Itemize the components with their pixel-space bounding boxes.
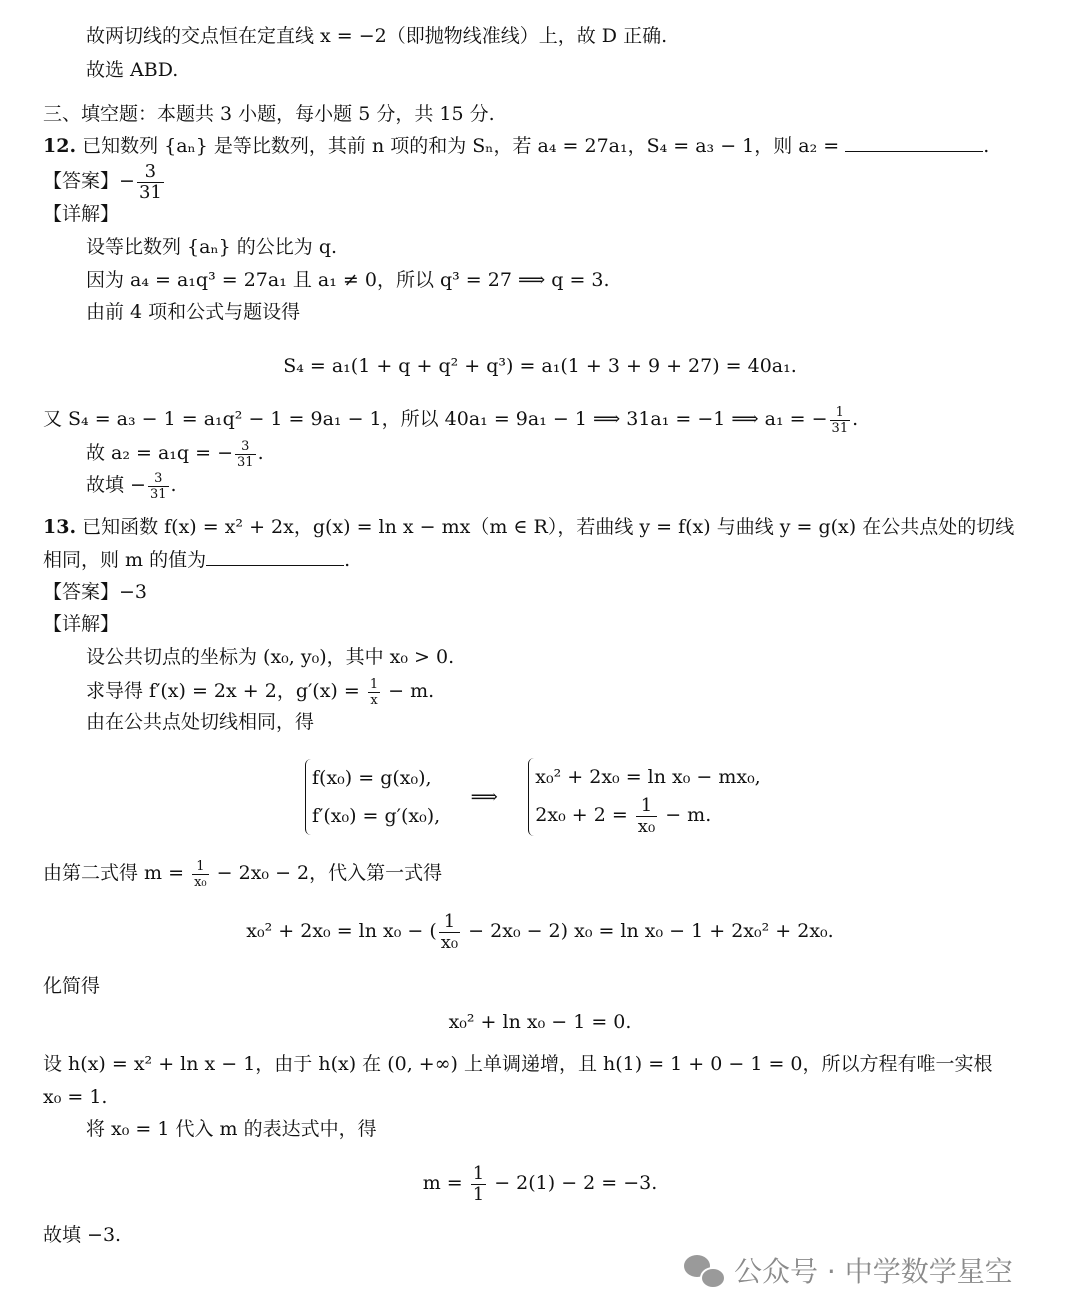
denominator: 31 (831, 420, 849, 436)
answer-fraction (137, 160, 164, 203)
system-row (535, 796, 760, 836)
question-number: 12. (43, 135, 77, 157)
text-run: − m. (659, 804, 712, 827)
fraction (636, 794, 657, 837)
text-line: 化简得 (43, 975, 101, 997)
answer-line (43, 162, 166, 202)
text-line: 设等比数列 {aₙ} 的公比为 q. (86, 236, 338, 258)
text-run: 求导得 f′(x) = 2x + 2，g′(x) = (86, 680, 366, 702)
denominator: 1 (472, 1183, 485, 1205)
display-equation (0, 1158, 1080, 1208)
numerator: 3 (137, 163, 164, 183)
question-number: 13. (43, 516, 77, 538)
system-right (528, 758, 760, 836)
fraction (439, 910, 460, 953)
display-equation: x₀² + ln x₀ − 1 = 0. (448, 1011, 632, 1033)
denominator: x₀ (440, 931, 459, 953)
text-line: 因为 a₄ = a₁q³ = 27a₁ 且 a₁ ≠ 0，所以 q³ = 27 ⟹ q = 3. (86, 269, 610, 291)
answer-blank (206, 547, 344, 566)
question-text: 已知函数 f(x) = x² + 2x，g(x) = ln x − mx（m ∈ R），若曲线 y = f(x) 与曲线 y = g(x) 在公共点处的切线 (76, 516, 1015, 538)
text-run: 又 S₄ = a₃ − 1 = a₁q² − 1 = 9a₁ − 1，所以 40a₁ = 9a₁ − 1 ⟹ 31a₁ = −1 ⟹ a₁ = − (43, 408, 828, 430)
inline-fraction (368, 678, 380, 707)
denominator: 31 (138, 181, 162, 203)
section-heading: 三、填空题：本题共 3 小题，每小题 5 分，共 15 分. (43, 103, 495, 125)
detail-label: 【详解】 (43, 613, 120, 635)
text-line: 设公共切点的坐标为 (x₀, y₀)，其中 x₀ > 0. (86, 646, 455, 668)
system-row: f′(x₀) = g′(x₀), (312, 805, 441, 827)
answer-line (43, 578, 147, 606)
denominator: x₀ (194, 874, 207, 890)
wechat-icon (684, 1253, 724, 1287)
numerator: 3 (235, 440, 256, 455)
denominator: 31 (149, 486, 167, 502)
inline-fraction (192, 860, 209, 889)
text-line: 故填 − $\frac{3}{31}$ . (86, 470, 177, 502)
inline-fraction (148, 472, 169, 501)
text-line: 由在公共点处切线相同，得 (86, 711, 315, 733)
text-line: 故两切线的交点恒在定直线 x = −2（即抛物线准线）上，故 D 正确. (86, 25, 668, 47)
text-line: 将 x₀ = 1 代入 m 的表达式中，得 (86, 1118, 377, 1140)
denominator: x (370, 692, 378, 708)
text-line: 又 S₄ = a₃ − 1 = a₁q² − 1 = 9a₁ − 1，所以 40a₁ = 9a₁ − 1 ⟹ 31a₁ = −1 ⟹ a₁ = − $\frac{1}{31}$ . (43, 404, 859, 436)
fraction (471, 1162, 486, 1205)
text-line: x₀ = 1. (43, 1086, 108, 1108)
text-line: 由前 4 项和公式与题设得 (86, 301, 301, 323)
text-run: 由第二式得 m = (43, 862, 191, 884)
text-run: − 2(1) − 2 = −3. (488, 1172, 658, 1194)
question-13 (43, 513, 1014, 541)
text-line: 故选 ABD. (86, 59, 179, 81)
display-equation (0, 906, 1080, 956)
equation-system (305, 756, 761, 837)
numerator: 1 (369, 676, 379, 692)
text-line: 设 h(x) = x² + ln x − 1，由于 h(x) 在 (0, +∞) 上单调递增，且 h(1) = 1 + 0 − 1 = 0，所以方程有唯一实根 (43, 1053, 993, 1075)
text-run: x₀² + 2x₀ = ln x₀ − ( (246, 920, 437, 942)
question-text: 相同，则 m 的值为 (43, 549, 207, 571)
system-row: x₀² + 2x₀ = ln x₀ − mx₀, (535, 766, 761, 789)
numerator: 1 (636, 797, 657, 817)
system-row: f(x₀) = g(x₀), (312, 767, 432, 789)
watermark (684, 1248, 1013, 1292)
text-run: − 2x₀ − 2) x₀ = ln x₀ − 1 + 2x₀² + 2x₀. (462, 920, 834, 942)
text-run: m = (422, 1172, 469, 1194)
numerator: 1 (439, 913, 460, 933)
text-run: 故 a₂ = a₁q = − (86, 442, 234, 464)
numerator: 1 (192, 860, 209, 875)
numerator: 3 (148, 472, 169, 487)
inline-fraction (235, 440, 256, 469)
display-equation: S₄ = a₁(1 + q + q² + q³) = a₁(1 + 3 + 9 + 27) = 40a₁. (283, 355, 797, 377)
denominator: 31 (237, 454, 254, 470)
text-line: 故填 −3. (43, 1224, 122, 1246)
text-line (43, 856, 442, 890)
text-line (86, 674, 434, 708)
text-run: 2x₀ + 2 = (535, 804, 634, 827)
detail-label: 【详解】 (43, 203, 120, 225)
implies-arrow: ⟹ (470, 786, 498, 808)
watermark-text: 公众号 · 中学数学星空 (734, 1255, 1013, 1288)
numerator: 1 (472, 1162, 485, 1184)
question-12: 12. 已知数列 {aₙ} 是等比数列，其前 n 项的和为 Sₙ，若 a₄ = 27a₁，S₄ = a₃ − 1，则 a₂ = . (43, 135, 990, 157)
answer-blank (845, 133, 983, 152)
inline-fraction (830, 406, 851, 435)
text-run: − m. (382, 680, 435, 702)
question-13-cont: 相同，则 m 的值为 . (43, 549, 351, 571)
text-run: − 2x₀ − 2，代入第一式得 (210, 862, 443, 884)
answer-sign: − (119, 170, 135, 192)
answer-label: 【答案】 (43, 581, 120, 603)
numerator: 1 (830, 406, 851, 421)
system-left (305, 759, 440, 835)
question-text: 已知数列 {aₙ} 是等比数列，其前 n 项的和为 Sₙ，若 a₄ = 27a₁，S₄ = a₃ − 1，则 a₂ = (76, 135, 840, 157)
text-run: 故填 − (86, 474, 146, 496)
denominator: x₀ (637, 815, 656, 837)
answer-label: 【答案】 (43, 170, 120, 192)
text-line: 故 a₂ = a₁q = − $\frac{3}{31}$ . (86, 438, 264, 470)
answer-value: −3 (119, 581, 148, 603)
